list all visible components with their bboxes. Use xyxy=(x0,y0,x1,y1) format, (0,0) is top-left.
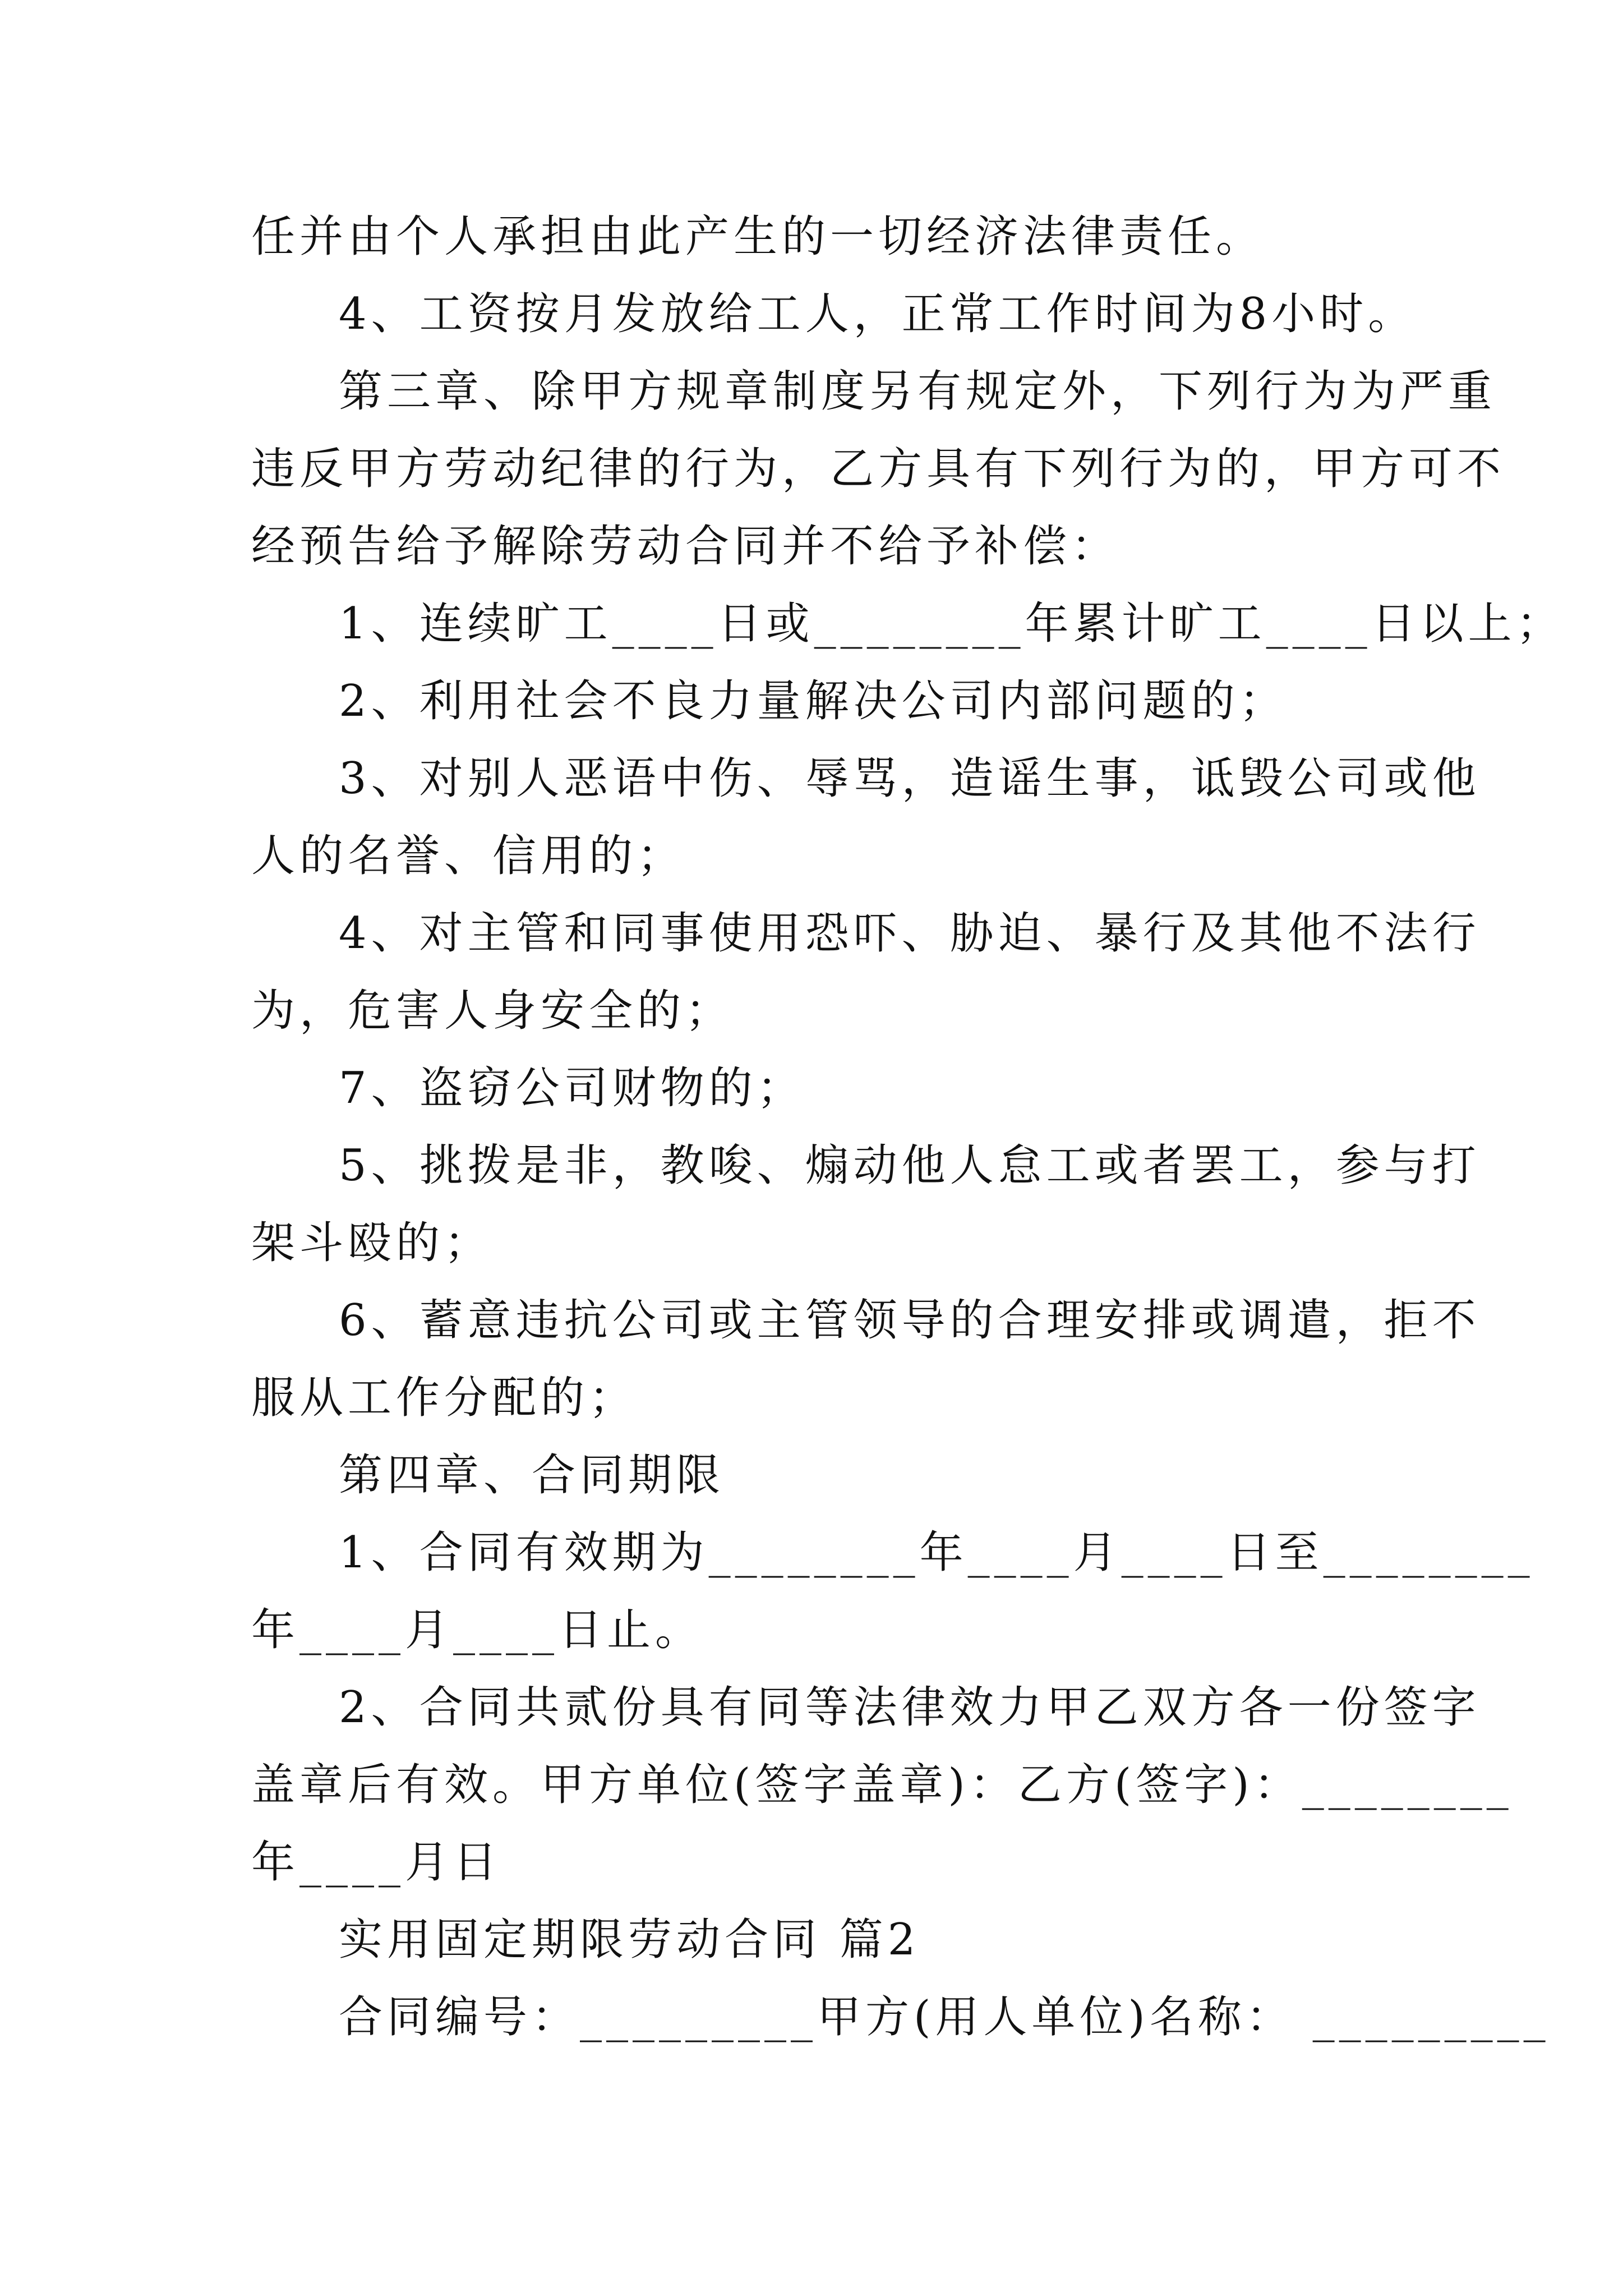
text-line: 盖章后有效。甲方单位(签字盖章)：乙方(签字)：________ xyxy=(251,1760,1513,1810)
list-item: 3、对别人恶语中伤、辱骂，造谣生事，诋毁公司或他 xyxy=(339,753,1481,804)
text-line: 4、工资按月发放给工人，正常工作时间为8小时。 xyxy=(339,289,1417,339)
text-line: 年____月____日止。 xyxy=(251,1605,704,1655)
list-item: 4、对主管和同事使用恐吓、胁迫、暴行及其他不法行 xyxy=(339,908,1481,959)
text-line: 年____月日 xyxy=(251,1837,502,1888)
text-line: 任并由个人承担由此产生的一切经济法律责任。 xyxy=(251,211,1265,262)
text-line: 违反甲方劳动纪律的行为，乙方具有下列行为的，甲方可不 xyxy=(251,444,1506,494)
list-item: 6、蓄意违抗公司或主管领导的合理安排或调遣，拒不 xyxy=(339,1295,1481,1346)
list-item: 2、利用社会不良力量解决公司内部问题的； xyxy=(339,676,1288,726)
list-item: 1、合同有效期为________年____月____日至________ xyxy=(339,1527,1534,1578)
list-item: 7、盗窃公司财物的； xyxy=(339,1063,805,1114)
chapter-heading: 第三章、除甲方规章制度另有规定外，下列行为为严重 xyxy=(339,366,1497,417)
text-line: 合同编号：_________甲方(用人单位)名称： _________ xyxy=(339,1992,1550,2042)
section-title: 实用固定期限劳动合同 篇2 xyxy=(339,1915,920,1965)
text-line: 架斗殴的； xyxy=(251,1218,493,1268)
text-line: 服从工作分配的； xyxy=(251,1373,638,1423)
list-item: 1、连续旷工____日或________年累计旷工____日以上； xyxy=(339,599,1565,649)
list-item: 2、合同共贰份具有同等法律效力甲乙双方各一份签字 xyxy=(339,1682,1481,1733)
text-line: 经预告给予解除劳动合同并不给予补偿： xyxy=(251,521,1120,572)
chapter-heading: 第四章、合同期限 xyxy=(339,1450,725,1501)
text-line: 为，危害人身安全的； xyxy=(251,986,734,1036)
list-item: 5、挑拨是非，教唆、煽动他人怠工或者罢工，参与打 xyxy=(339,1140,1481,1191)
text-line: 人的名誉、信用的； xyxy=(251,831,686,881)
